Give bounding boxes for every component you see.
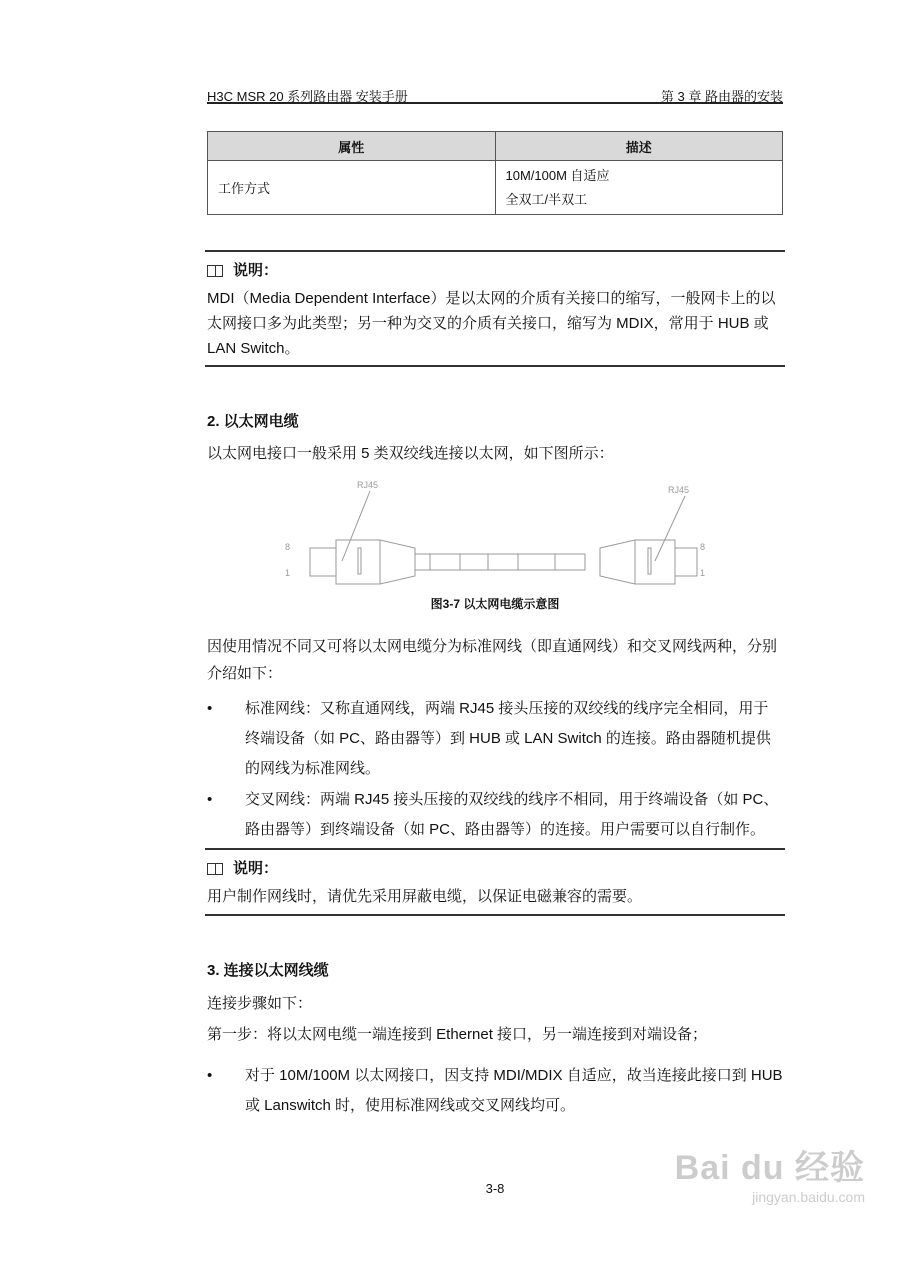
table-cell [495, 161, 783, 215]
watermark-logo: Bai du 经验 [674, 1149, 865, 1187]
book-icon [207, 863, 223, 875]
list-item: • 对于 10M/100M 以太网接口，因支持 MDI/MDIX 自适应，故当连接此接口到 HUB 或 Lanswitch 时，使用标准网线或交叉网线均可。 [207, 1061, 783, 1121]
baidu-watermark [675, 1140, 865, 1205]
pin-label: 1 [285, 568, 291, 578]
desc-line: 10M/100M 自适应 [505, 167, 610, 183]
desc-line: 全双工/半双工 [505, 191, 588, 207]
pin-label: 8 [700, 542, 706, 552]
pin-label: 1 [700, 568, 706, 578]
note-text: 用户制作网线时，请优先采用屏蔽电缆，以保证电磁兼容的需要。 [207, 888, 643, 905]
paragraph: 因使用情况不同又可将以太网电缆分为标准网线（即直通网线）和交叉网线两种，分别介绍如下： [207, 638, 778, 682]
list-item: • 交叉网线：两端 RJ45 接头压接的双绞线的线序不相同，用于终端设备（如 PC、路由器等）到终端设备（如 PC、路由器等）的连接。用户需要可以自行制作。 [207, 785, 783, 845]
note-text: MDI（Media Dependent Interface）是以太网的介质有关接口的缩写，一般网卡上的以太网接口多为此类型；另一种为交叉的介质有关接口，缩写为 MDIX，常用于 HUB 或 LAN Switch。 [207, 290, 776, 357]
paragraph: 以太网电接口一般采用 5 类双绞线连接以太网，如下图所示： [207, 445, 614, 462]
paragraph: 第一步：将以太网电缆一端连接到 Ethernet 接口，另一端连接到对端设备； [207, 1026, 708, 1043]
ethernet-cable-figure [270, 476, 720, 586]
divider [205, 365, 785, 367]
section-heading: 2. 以太网电缆 [207, 413, 299, 430]
list-item: • 标准网线：又称直通网线，两端 RJ45 接头压接的双绞线的线序完全相同，用于终端设备（如 PC、路由器等）到 HUB 或 LAN Switch 的连接。路由器随机提供的网线为标准网线。 [207, 694, 783, 784]
label-rj45-left: RJ45 [357, 480, 379, 490]
table-row [208, 161, 783, 215]
book-icon [207, 265, 223, 277]
header-chapter: 第 3 章 路由器的安装 [660, 89, 783, 104]
pin-label: 8 [285, 542, 291, 552]
note-title: 说明： [233, 262, 279, 279]
note-title: 说明： [233, 860, 279, 877]
divider [205, 914, 785, 916]
header-title: H3C MSR 20 系列路由器 安装手册 [207, 89, 408, 104]
page-header [207, 86, 783, 104]
table-header: 属性 [208, 132, 496, 161]
section-heading: 3. 连接以太网线缆 [207, 962, 329, 979]
table-cell: 工作方式 [208, 161, 496, 215]
watermark-url: jingyan.baidu.com [752, 1189, 865, 1205]
note-heading [207, 856, 783, 881]
label-rj45-right: RJ45 [668, 485, 690, 495]
paragraph: 连接步骤如下： [207, 995, 313, 1012]
divider [205, 250, 785, 252]
note-heading [207, 258, 783, 283]
divider [205, 848, 785, 850]
figure-caption: 图3-7 以太网电缆示意图 [430, 597, 560, 611]
attribute-table [207, 131, 783, 215]
page-number: 3-8 [485, 1181, 505, 1196]
table-header: 描述 [495, 132, 783, 161]
